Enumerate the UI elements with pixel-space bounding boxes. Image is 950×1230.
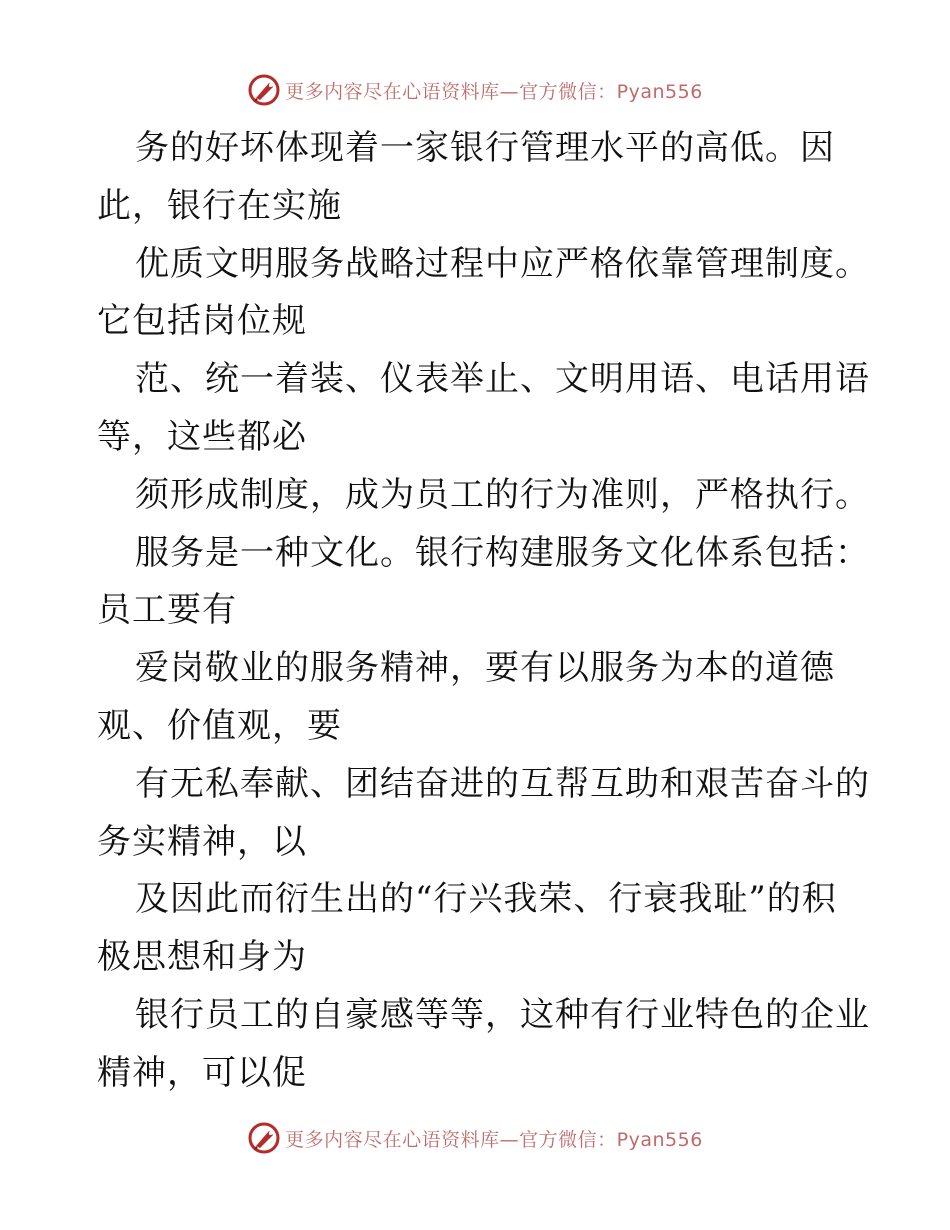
footer-banner [0, 1118, 950, 1158]
body-line: 精神，可以促 [97, 1052, 307, 1093]
body-line: 务的好坏体现着一家银行管理水平的高低。因 [135, 128, 835, 168]
body-line: 银行员工的自豪感等等，这种有行业特色的企业 [135, 994, 870, 1035]
body-line: 服务是一种文化。银行构建服务文化体系包括： [135, 532, 870, 573]
body-line: 极思想和身为 [97, 937, 307, 978]
body-line: 有无私奉献、团结奋进的互帮互助和艰苦奋斗的 [135, 763, 870, 804]
footer-banner-text: 更多内容尽在心语资料库—官方微信：Pyan556 [285, 1128, 703, 1151]
body-line: 须形成制度，成为员工的行为准则，严格执行。 [135, 474, 870, 515]
pen-nib-logo-icon [247, 1121, 281, 1155]
pen-nib-logo-icon [247, 73, 281, 107]
body-line: 此，银行在实施 [97, 185, 342, 226]
body-line: 务实精神，以 [97, 821, 307, 862]
header-banner [0, 70, 950, 110]
body-line: 范、统一着装、仪表举止、文明用语、电话用语 [135, 359, 870, 400]
body-line: 员工要有 [97, 590, 237, 631]
header-banner-text: 更多内容尽在心语资料库—官方微信：Pyan556 [285, 80, 703, 103]
body-line: 它包括岗位规 [97, 301, 307, 342]
body-line: 等，这些都必 [97, 416, 307, 457]
document-body [97, 120, 870, 1103]
body-line: 观、价值观，要 [97, 705, 342, 746]
body-line: 及因此而衍生出的“行兴我荣、行衰我耻”的积 [135, 879, 837, 920]
body-line: 爱岗敬业的服务精神，要有以服务为本的道德 [135, 648, 835, 689]
body-line: 优质文明服务战略过程中应严格依靠管理制度。 [135, 243, 870, 284]
